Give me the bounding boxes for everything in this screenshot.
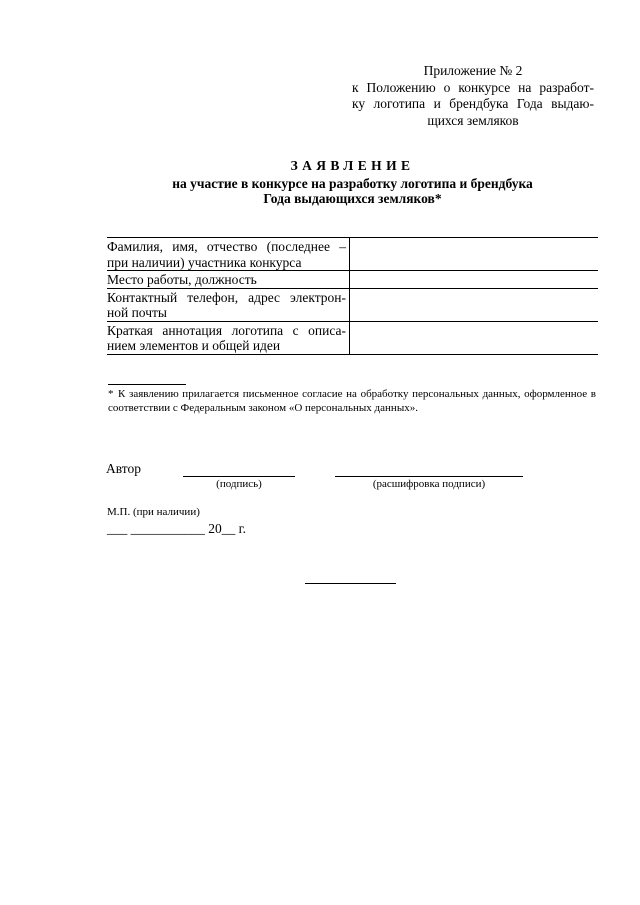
title-subtitle-2: Года выдающихся земляков*	[263, 191, 442, 206]
document-title	[160, 158, 545, 207]
appendix-line-3: ку логотипа и брендбука Года выдаю-	[352, 96, 594, 111]
signature-decode-line[interactable]	[335, 476, 523, 477]
signature-decode-caption: (расшифровка подписи)	[372, 478, 486, 490]
appendix-header	[352, 63, 594, 129]
author-label: Автор	[106, 461, 142, 476]
footnote-mark: *	[108, 388, 114, 400]
stamp-label: М.П. (при наличии)	[107, 506, 200, 518]
application-form-table	[107, 237, 598, 355]
row-label-workplace: Место работы, должность	[107, 271, 350, 289]
signature-line[interactable]	[183, 476, 295, 477]
table-row	[107, 238, 598, 271]
row-label-full-name: Фамилия, имя, отчество (последнее – при наличии) участника конкурса	[107, 238, 350, 271]
date-line[interactable]: ___ ___________ 20__ г.	[107, 521, 247, 536]
row-value-workplace[interactable]	[350, 271, 599, 289]
table-row	[107, 288, 598, 321]
row-value-annotation[interactable]	[350, 321, 599, 354]
row-value-full-name[interactable]	[350, 238, 599, 271]
footnote-text: К заявлению прилагается письменное согласие на обработку персональных данных, оформленное в соответствии с Федеральным законом «О персональных данных».	[108, 388, 596, 414]
table-row	[107, 321, 598, 354]
footnote-separator	[108, 384, 186, 385]
row-label-contacts: Контактный телефон, адрес электрон-ной почты	[107, 288, 350, 321]
appendix-line-4: щихся земляков	[427, 112, 519, 128]
title-main: ЗАЯВЛЕНИЕ	[290, 158, 415, 173]
table-row	[107, 271, 598, 289]
title-subtitle-1: на участие в конкурсе на разработку логотипа и брендбука	[172, 175, 533, 191]
signature-caption: (подпись)	[216, 478, 262, 490]
appendix-number: Приложение № 2	[423, 63, 523, 78]
footnote	[108, 388, 596, 415]
row-label-annotation: Краткая аннотация логотипа с описа-нием элементов и общей идеи	[107, 321, 350, 354]
end-line	[305, 583, 396, 584]
appendix-line-2: к Положению о конкурсе на разработ-	[352, 79, 594, 95]
row-value-contacts[interactable]	[350, 288, 599, 321]
